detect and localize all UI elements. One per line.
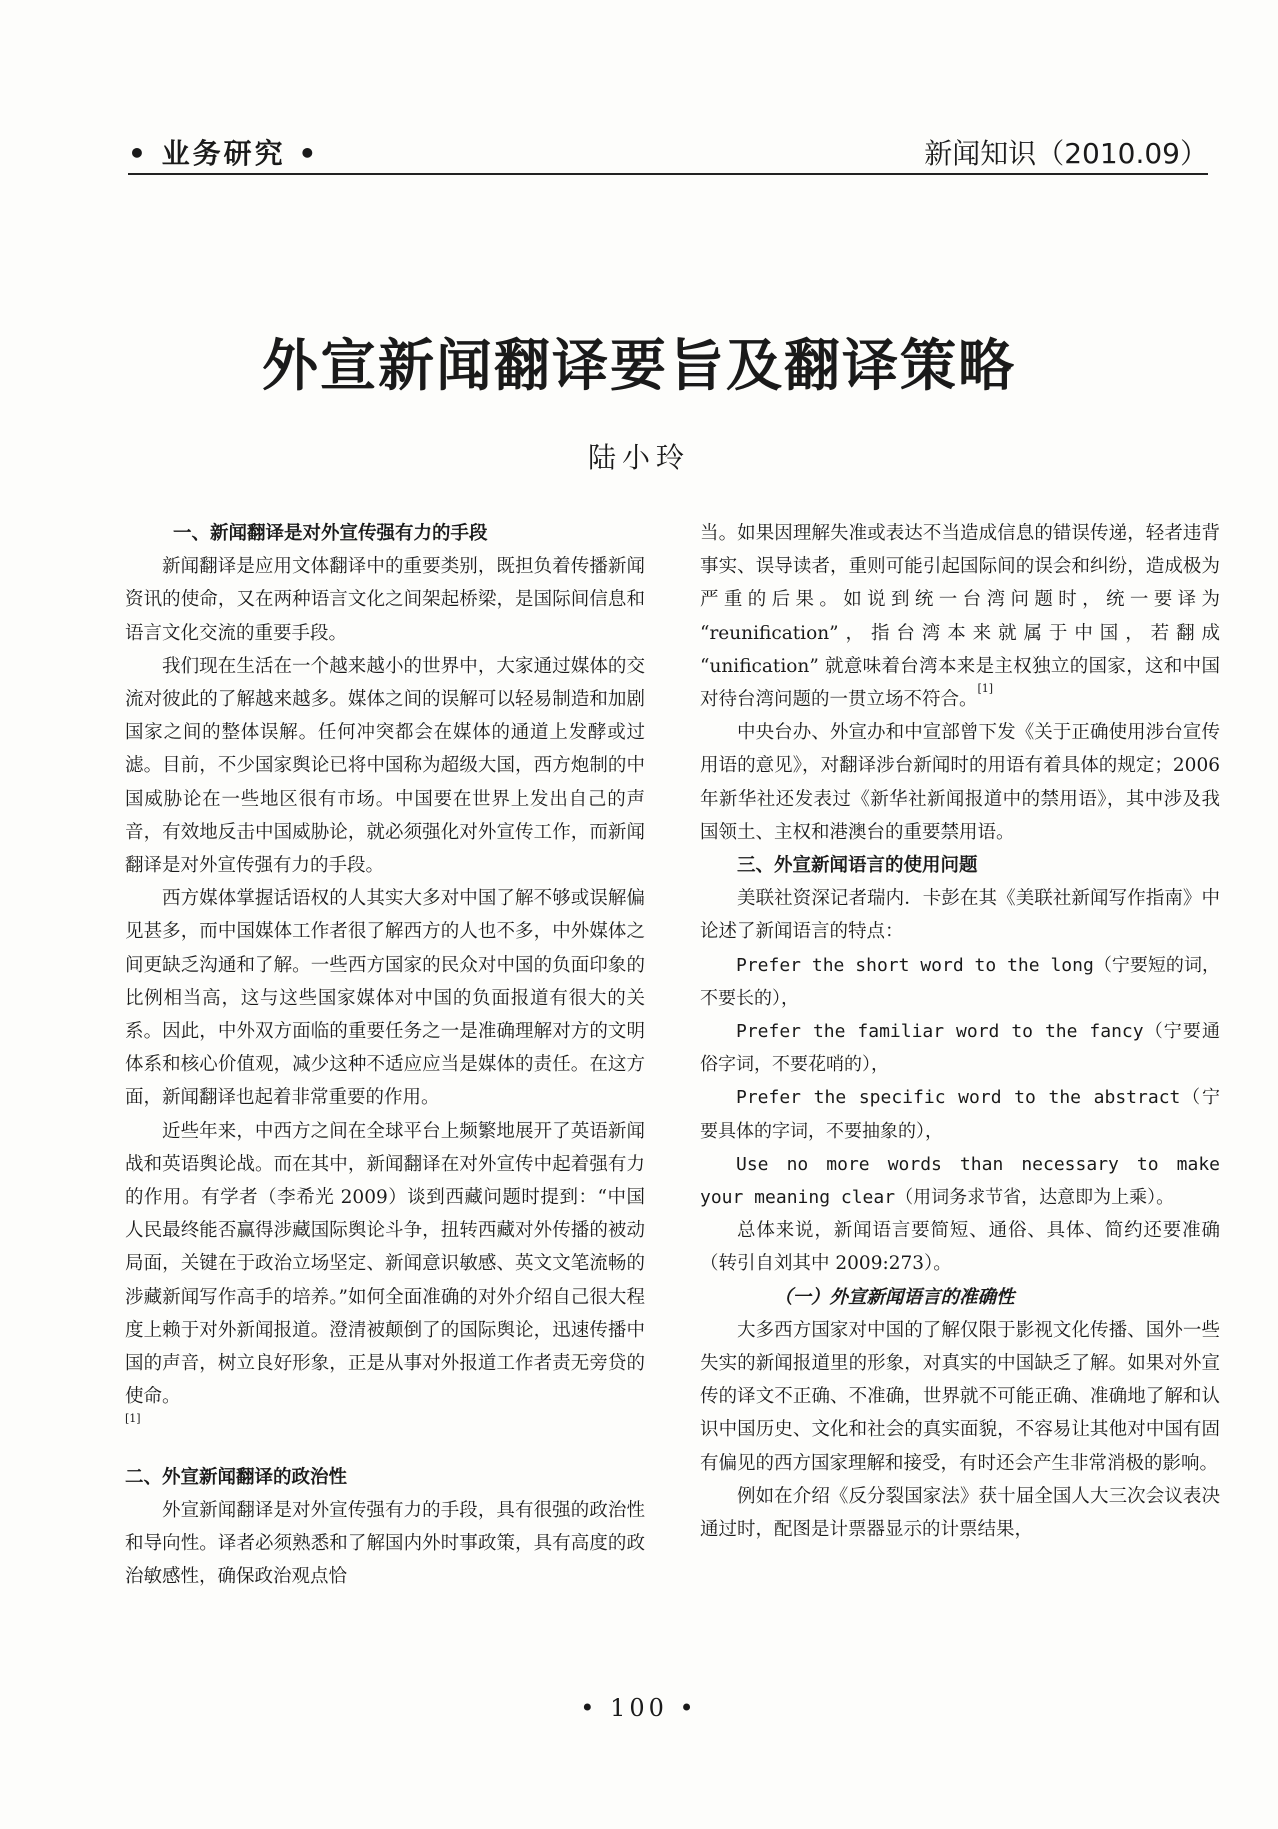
section-heading-3: 三、外宣新闻语言的使用问题 — [737, 855, 978, 877]
guideline-item: Prefer the familiar word to the fancy（宁要通俗字词，不要花哨的）， — [700, 1021, 1220, 1076]
paragraph: 新闻翻译是应用文体翻译中的重要类别，既担负着传播新闻资讯的使命，又在两种语言文化之间架起桥梁，是国际间信息和语言文化交流的重要手段。 — [125, 556, 645, 644]
section-tag: • 业务研究 • — [128, 137, 320, 170]
paragraph-text: 当。如果因理解失准或表达不当造成信息的错误传递，轻者违背事实、误导读者，重则可能引起国际间的误会和纠纷，造成极为严重的后果。如说到统一台湾问题时，统一要译为 “reunification”，指台湾本来就属于中国，若翻成 “unification” 就意味着台湾本来是主权独立的国家，这和中国对待台湾问题的一贯立场不符合。 — [700, 523, 1220, 711]
article-author: 陆小玲 — [587, 441, 690, 474]
paragraph: 美联社资深记者瑞内．卡彭在其《美联社新闻写作指南》中论述了新闻语言的特点： — [700, 888, 1220, 943]
citation-ref: [1] — [977, 682, 994, 696]
section-heading-1: 一、新闻翻译是对外宣传强有力的手段 — [173, 523, 488, 544]
paragraph: 中央台办、外宣办和中宣部曾下发《关于正确使用涉台宣传用语的意见》，对翻译涉台新闻时的用语有着具体的规定；2006年新华社还发表过《新华社新闻报道中的禁用语》，其中涉及我国领土、主权和港澳台的重要禁用语。 — [700, 722, 1220, 843]
page-header — [128, 126, 1208, 174]
paragraph: 西方媒体掌握话语权的人其实大多对中国了解不够或误解偏见甚多，而中国媒体工作者很了解西方的人也不多，中外媒体之间更缺乏沟通和了解。一些西方国家的民众对中国的负面印象的比例相当高，这与这些国家媒体对中国的负面报道有很大的关系。因此，中外双方面临的重要任务之一是准确理解对方的文明体系和核心价值观，减少这种不适应应当是媒体的责任。在这方面，新闻翻译也起着非常重要的作用。 — [125, 888, 645, 1109]
journal-issue: 新闻知识（2010.09） — [924, 137, 1208, 170]
guideline-item: Prefer the specific word to the abstract（宁要具体的字词，不要抽象的）， — [700, 1087, 1220, 1142]
paragraph: 我们现在生活在一个越来越小的世界中，大家通过媒体的交流对彼此的了解越来越多。媒体之间的误解可以轻易制造和加剧国家之间的整体误解。任何冲突都会在媒体的通道上发酵或过滤。目前，不少国家舆论已将中国称为超级大国，西方炮制的中国威胁论在一些地区很有市场。中国要在世界上发出自己的声音，有效地反击中国威胁论，就必须强化对外宣传工作，而新闻翻译是对外宣传强有力的手段。 — [125, 655, 645, 877]
paragraph-continued — [700, 517, 1220, 716]
paragraph: 外宣新闻翻译是对外宣传强有力的手段，具有很强的政治性和导向性。译者必须熟悉和了解国内外时事政策，具有高度的政治敏感性，确保政治观点恰 — [125, 1499, 645, 1588]
paragraph-text: 近些年来，中西方之间在全球平台上频繁地展开了英语新闻战和英语舆论战。而在其中，新闻翻译在对外宣传中起着强有力的作用。有学者（李希光 2009）谈到西藏问题时提到：“中国人民最终能否赢得涉藏国际舆论斗争，扭转西藏对外传播的被动局面，关键在于政治立场坚定、新闻意识敏感、英文文笔流畅的涉藏新闻写作高手的培养。”如何全面准确的对外介绍自己很大程度上赖于对外新闻报道。澄清被颠倒了的国际舆论，迅速传播中国的声音，树立良好形象，正是从事对外报道工作者责无旁贷的使命。 — [125, 1120, 645, 1408]
spacer — [125, 1447, 645, 1461]
page-number: • 100 • — [580, 1694, 698, 1722]
guideline-item: Use no more words than necessary to make your meaning clear（用词务求节省，达意即为上乘）。 — [700, 1153, 1220, 1209]
paragraph: 总体来说，新闻语言要简短、通俗、具体、简约还要准确（转引自刘其中 2009:273）。 — [700, 1220, 1220, 1275]
right-column — [700, 517, 1220, 1546]
subsection-heading: （一）外宣新闻语言的准确性 — [774, 1286, 1015, 1308]
citation-ref: [1] — [125, 1412, 141, 1426]
left-column — [125, 517, 645, 1594]
article-title: 外宣新闻翻译要旨及翻译策略 — [262, 333, 1016, 399]
header-rule — [128, 173, 1208, 175]
guideline-item: Prefer the short word to the long（宁要短的词，不要长的）， — [700, 954, 1220, 1009]
paragraph: 大多西方国家对中国的了解仅限于影视文化传播、国外一些失实的新闻报道里的形象，对真实的中国缺乏了解。如果对外宣传的译文不正确、不准确，世界就不可能正确、准确地了解和认识中国历史、文化和社会的真实面貌，不容易让其他对中国有固有偏见的西方国家理解和接受，有时还会产生非常消极的影响。 — [700, 1319, 1220, 1474]
paragraph: 例如在介绍《反分裂国家法》获十届全国人大三次会议表决通过时，配图是计票器显示的计票结果， — [700, 1485, 1220, 1541]
paragraph — [125, 1115, 645, 1447]
section-heading-2: 二、外宣新闻翻译的政治性 — [125, 1466, 348, 1488]
